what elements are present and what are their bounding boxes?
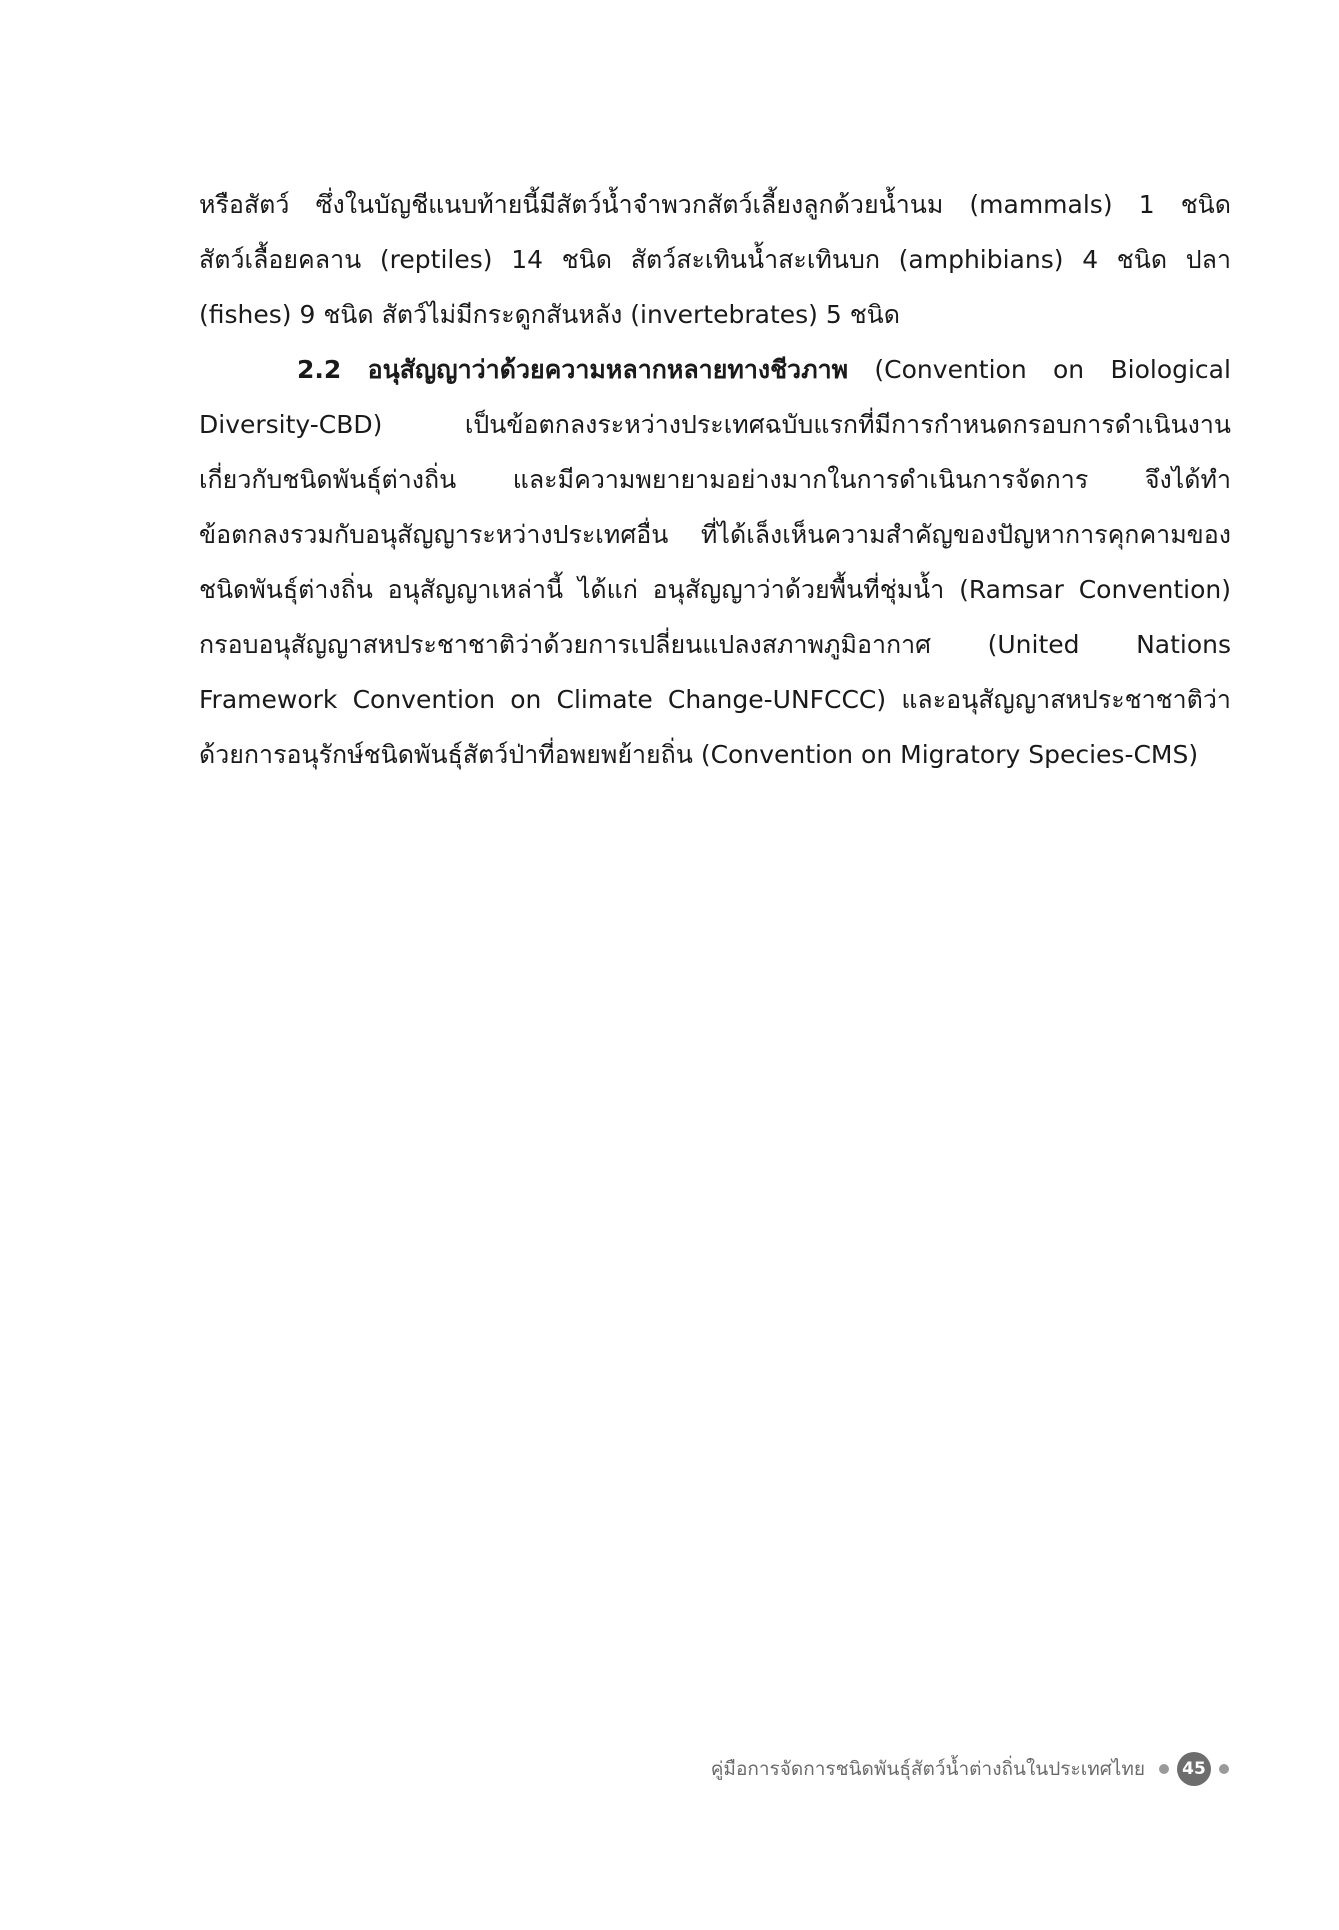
text-segment: Biological — [1110, 355, 1231, 384]
paragraph-line — [199, 562, 1231, 617]
paragraph-line — [199, 287, 1231, 342]
text-segment: ชนิดพันธุ์ต่างถิ่น — [199, 575, 373, 604]
text-segment: (reptiles) — [379, 245, 493, 274]
text-segment: 4 — [1082, 245, 1099, 274]
text-segment: อนุสัญญาเหล่านี้ — [387, 575, 564, 604]
dot-icon — [1219, 1764, 1229, 1774]
text-segment: on — [1053, 355, 1085, 384]
section-number: 2.2 — [297, 355, 342, 384]
text-segment: ปลา — [1185, 245, 1231, 274]
text-segment: Convention) — [1078, 575, 1231, 604]
text-segment: และอนุสัญญาสหประชาชาติว่า — [901, 685, 1231, 714]
text-segment: ชนิด — [561, 245, 612, 274]
text-segment: 14 — [511, 245, 544, 274]
paragraph-line — [199, 177, 1231, 232]
text-segment: (Convention — [874, 355, 1027, 384]
text-segment: เกี่ยวกับชนิดพันธุ์ต่างถิ่น — [199, 465, 457, 494]
paragraph-line — [199, 452, 1231, 507]
text-segment: อนุสัญญาว่าด้วยพื้นที่ชุ่มน้ำ — [652, 575, 945, 604]
dot-icon — [1159, 1764, 1169, 1774]
text-segment: on — [510, 685, 542, 714]
text-segment: สัตว์สะเทินน้ำสะเทินบก — [630, 245, 880, 274]
text-segment: (mammals) — [969, 190, 1113, 219]
text-segment: และมีความพยายามอย่างมากในการดำเนินการจัดการ — [512, 465, 1089, 494]
paragraph-line — [199, 232, 1231, 287]
text-segment: หรือสัตว์ — [199, 190, 290, 219]
paragraph-line — [199, 727, 1231, 782]
footer-title: คู่มือการจัดการชนิดพันธุ์สัตว์น้ำต่างถิ่นในประเทศไทย — [710, 1758, 1145, 1780]
text-segment: Framework — [199, 685, 338, 714]
text-segment: ข้อตกลงรวมกับอนุสัญญาระหว่างประเทศอื่น — [199, 520, 669, 549]
paragraph-line — [199, 507, 1231, 562]
text-segment: ที่ได้เล็งเห็นความสำคัญของปัญหาการคุกคามของ — [700, 520, 1231, 549]
paragraph-line — [199, 672, 1231, 727]
text-segment: (amphibians) — [898, 245, 1064, 274]
paragraph-line — [199, 617, 1231, 672]
section-heading: อนุสัญญาว่าด้วยความหลากหลายทางชีวภาพ — [367, 355, 849, 384]
body-text — [199, 177, 1231, 782]
text-segment: กรอบอนุสัญญาสหประชาชาติว่าด้วยการเปลี่ยนแปลงสภาพภูมิอากาศ — [199, 630, 932, 659]
text-segment: ด้วยการอนุรักษ์ชนิดพันธุ์สัตว์ป่าที่อพยพย้ายถิ่น (Convention on Migratory Species-CMS) — [199, 740, 1199, 769]
text-segment: เป็นข้อตกลงระหว่างประเทศฉบับแรกที่มีการกำหนดกรอบการดำเนินงาน — [464, 410, 1231, 439]
paragraph-line — [199, 397, 1231, 452]
text-segment: (Ramsar — [959, 575, 1064, 604]
text-segment: ชนิด — [1116, 245, 1168, 274]
text-segment: (fishes) 9 ชนิด สัตว์ไม่มีกระดูกสันหลัง (invertebrates) 5 ชนิด — [199, 300, 901, 329]
text-segment: Nations — [1136, 630, 1231, 659]
text-segment: จึงได้ทำ — [1144, 465, 1231, 494]
text-segment: Climate — [556, 685, 653, 714]
text-segment: Diversity-CBD) — [199, 410, 383, 439]
text-segment: ชนิด — [1180, 190, 1231, 219]
text-segment: 1 — [1138, 190, 1155, 219]
text-segment: Convention — [352, 685, 496, 714]
text-segment: สัตว์เลื้อยคลาน — [199, 245, 362, 274]
text-segment: ซึ่งในบัญชีแนบท้ายนี้มีสัตว์น้ำจำพวกสัตว์เลี้ยงลูกด้วยน้ำนม — [315, 190, 944, 219]
page-footer — [711, 1749, 1229, 1789]
text-segment: ได้แก่ — [577, 575, 638, 604]
text-segment: (United — [987, 630, 1080, 659]
page-number: 45 — [1177, 1752, 1211, 1786]
text-segment: Change-UNFCCC) — [667, 685, 887, 714]
section-heading-line — [199, 342, 1231, 397]
